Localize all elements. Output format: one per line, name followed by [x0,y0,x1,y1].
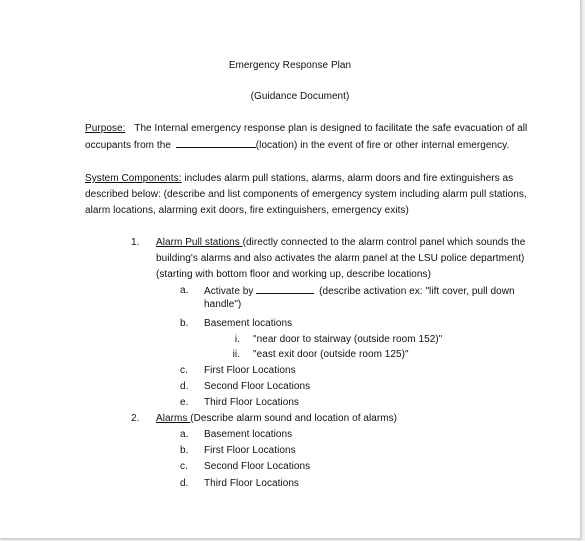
item-1a-line-2: handle") [204,299,242,310]
roman-i-text: "near door to stairway (outside room 152)" [253,334,443,345]
item-1b-letter: b. [180,318,189,329]
item-2b-letter: b. [180,445,189,456]
purpose-line-2 [85,138,509,153]
purpose-text-2a: occupants from the [85,140,171,151]
item-2c-text: Second Floor Locations [204,461,311,472]
item-1-line-1 [156,236,525,250]
roman-ii-text: "east exit door (outside room 125)" [253,349,409,360]
item-1-line-2: building's alarms and also activates the alarm panel at the LSU police department) [156,253,525,264]
item-2-number: 2. [131,413,140,424]
item-1a-before: Activate by [204,286,254,297]
purpose-label: Purpose: [85,123,126,134]
item-1a-after: (describe activation ex: "lift cover, pull down [319,286,515,297]
item-2c-letter: c. [180,461,188,472]
item-1d-letter: d. [180,381,189,392]
item-1a-letter: a. [180,285,189,296]
item-1b-text: Basement locations [204,318,293,329]
document-title: Emergency Response Plan [228,60,352,71]
item-1c-text: First Floor Locations [204,365,296,376]
item-1-number: 1. [131,237,140,248]
item-1-line-3: (starting with bottom floor and working up, describe locations) [156,269,431,280]
components-line-2: described below: (describe and list components of emergency system including alarm pull stations, [85,189,527,200]
item-2d-letter: d. [180,478,189,489]
components-line-1 [85,172,513,186]
roman-ii: ii. [232,349,240,360]
item-2d-text: Third Floor Locations [204,478,299,489]
purpose-text-2b: (location) in the event of fire or other internal emergency. [255,140,510,151]
location-blank [176,138,256,148]
item-2a-text: Basement locations [204,429,293,440]
purpose-line-1 [85,122,527,136]
roman-i: i. [234,334,240,345]
item-1c-letter: c. [180,365,188,376]
item-1-text-1: (directly connected to the alarm control panel which sounds the [242,237,526,248]
item-1a-line-1 [204,284,515,299]
item-1e-text: Third Floor Locations [204,397,299,408]
item-2b-text: First Floor Locations [204,445,296,456]
components-text-1: includes alarm pull stations, alarms, alarm doors and fire extinguishers as [181,173,514,184]
item-2a-letter: a. [180,429,189,440]
item-1d-text: Second Floor Locations [204,381,311,392]
activation-blank [256,284,314,294]
purpose-text-1: The Internal emergency response plan is designed to facilitate the safe evacuation of all [134,123,528,134]
item-2-text-1: (Describe alarm sound and location of alarms) [190,413,398,424]
item-2-line-1 [156,412,397,426]
item-2-label: Alarms [156,413,191,424]
components-line-3: alarm locations, alarming exit doors, fire extinguishers, emergency exits) [85,205,409,216]
document-subtitle: (Guidance Document) [250,91,350,102]
components-label: System Components: [85,173,182,184]
item-1e-letter: e. [180,397,189,408]
item-1-label: Alarm Pull stations [156,237,243,248]
